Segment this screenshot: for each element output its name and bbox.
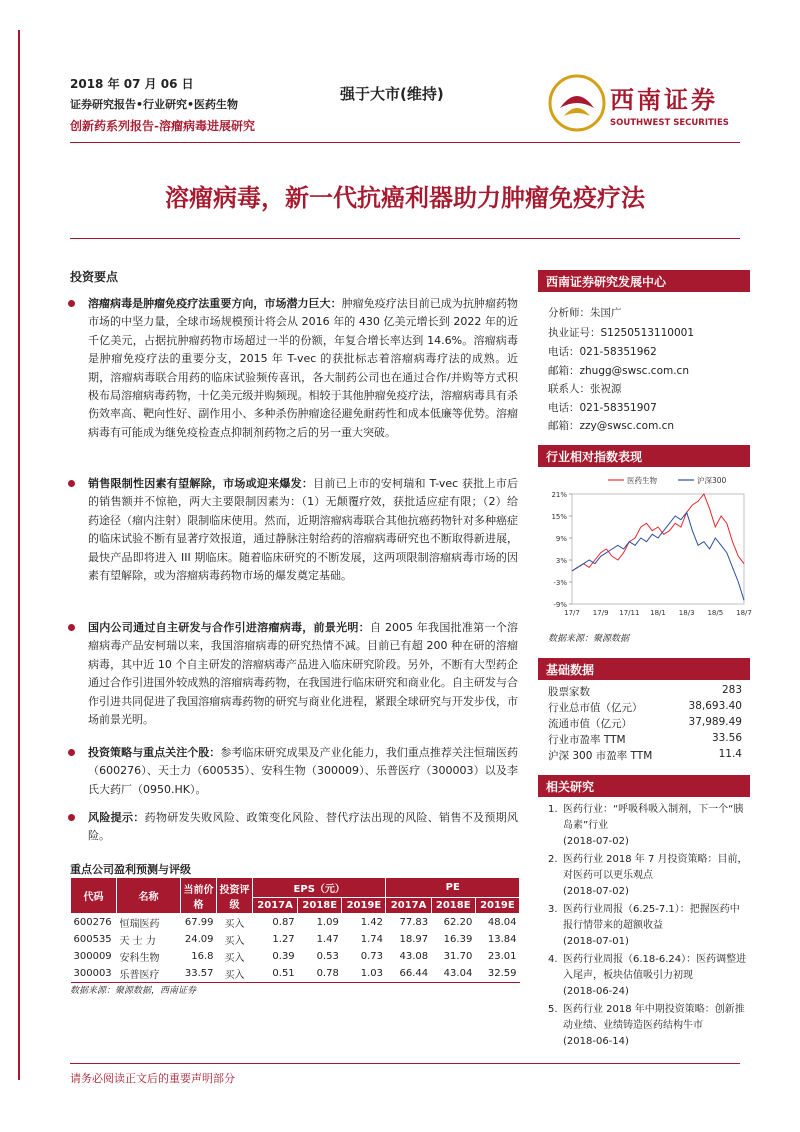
summary-bullet <box>68 809 518 846</box>
header-divider <box>70 142 740 143</box>
related-date: (2018-07-01) <box>563 936 629 947</box>
x-tick-label: 18/5 <box>707 609 724 617</box>
basic-data-header: 基础数据 <box>538 658 750 680</box>
summary-bullet <box>68 744 518 799</box>
related-title: 医药行业 2018 年中期投资策略：创新推动业绩、业绩铸造医药结构牛市 <box>563 1004 745 1031</box>
cell-rating: 买入 <box>224 936 245 947</box>
col-year: 2019E <box>475 898 519 914</box>
cell-value: 0.39 <box>272 951 295 962</box>
industry-rating: 强于大市(维持) <box>340 85 444 103</box>
chart-header: 行业相对指数表现 <box>538 445 750 467</box>
cell-name: 恒瑞医药 <box>119 919 160 930</box>
relative-index-chart <box>538 470 750 630</box>
basic-key: 股票家数 <box>548 686 590 698</box>
cell-value: 1.09 <box>316 917 339 928</box>
logo-english: SOUTHWEST SECURITIES <box>610 118 729 128</box>
forecast-table <box>70 877 520 983</box>
contact-name: 联系人：张祝源 <box>548 383 622 395</box>
related-index: 5. <box>548 1004 558 1015</box>
cell-value: 62.20 <box>443 917 473 928</box>
cell-name: 天 士 力 <box>119 936 156 947</box>
cell-name: 安科生物 <box>119 953 160 964</box>
bullet-dot-icon <box>68 624 75 631</box>
table-row <box>71 948 520 965</box>
cell-value: 0.51 <box>253 965 298 983</box>
analyst-license: 执业证号：S1250513110001 <box>548 327 695 339</box>
col-name: 名称 <box>117 878 181 914</box>
related-date: (2018-07-02) <box>563 886 629 897</box>
col-year: 2017A <box>386 898 431 914</box>
bullet-lead: 销售限制性因素有望解除，市场或迎来爆发： <box>88 477 314 490</box>
cell-value: 13.84 <box>487 934 517 945</box>
bullet-lead: 溶瘤病毒是肿瘤免疫疗法重要方向，市场潜力巨大： <box>88 297 342 310</box>
y-tick-label: -3% <box>553 579 567 587</box>
cell-price: 16.8 <box>191 951 214 962</box>
related-index: 1. <box>548 804 558 815</box>
related-item[interactable] <box>548 952 748 1000</box>
cell-value: 77.83 <box>399 917 429 928</box>
basic-key: 流通市值（亿元） <box>548 718 632 730</box>
cell-value: 16.39 <box>443 934 473 945</box>
cell-rating: 买入 <box>224 919 245 930</box>
cell-value: 32.59 <box>475 965 519 983</box>
col-year: 2019E <box>342 898 386 914</box>
analyst-email: 邮箱：zhugg@swsc.com.cn <box>548 365 689 377</box>
basic-data-row <box>548 684 742 699</box>
col-year: 2017A <box>253 898 298 914</box>
cell-value: 43.08 <box>399 951 429 962</box>
research-center-header: 西南证券研究发展中心 <box>538 270 750 292</box>
cell-value: 31.70 <box>443 951 473 962</box>
related-date: (2018-06-14) <box>563 1036 629 1047</box>
cell-value: 1.42 <box>360 917 383 928</box>
chart-plot-frame <box>572 494 744 604</box>
cell-code: 300003 <box>71 965 117 983</box>
y-tick-label: -9% <box>553 601 567 609</box>
basic-value: 38,693.40 <box>688 700 742 712</box>
basic-data-row <box>548 700 742 715</box>
cell-value: 48.04 <box>487 917 517 928</box>
related-index: 4. <box>548 954 558 965</box>
col-year: 2018E <box>298 898 342 914</box>
summary-heading: 投资要点 <box>70 270 119 284</box>
col-rating: 投资评级 <box>217 878 253 914</box>
col-code: 代码 <box>71 878 117 914</box>
footer-divider <box>70 1063 740 1064</box>
forecast-heading: 重点公司盈利预测与评级 <box>70 863 191 876</box>
related-index: 3. <box>548 904 558 915</box>
x-tick-label: 17/7 <box>564 609 580 617</box>
table-row <box>71 914 520 932</box>
cell-code: 300009 <box>73 951 112 962</box>
related-item[interactable] <box>548 902 748 950</box>
cell-rating: 买入 <box>217 965 253 983</box>
report-date: 2018 年 07 月 06 日 <box>70 77 194 91</box>
related-item[interactable] <box>548 1002 748 1050</box>
table-row <box>71 931 520 948</box>
related-date: (2018-07-02) <box>563 836 629 847</box>
col-price: 当前价格 <box>181 878 217 914</box>
cell-code: 600276 <box>73 917 112 928</box>
report-type: 证券研究报告•行业研究•医药生物 <box>70 98 239 111</box>
contact-phone: 电话：021-58351907 <box>548 402 657 414</box>
x-tick-label: 18/3 <box>678 609 695 617</box>
related-title: 医药行业：“呼吸科吸入制剂，下一个“胰岛素”行业 <box>563 804 744 831</box>
cell-value: 0.53 <box>316 951 339 962</box>
cell-value: 1.74 <box>360 934 383 945</box>
y-tick-label: 15% <box>551 513 567 521</box>
y-tick-label: 21% <box>551 491 567 499</box>
bullet-lead: 投资策略与重点关注个股： <box>88 746 221 759</box>
col-pe: PE <box>386 878 520 898</box>
footer-disclaimer: 请务必阅读正文后的重要声明部分 <box>70 1072 235 1085</box>
bullet-text: 肿瘤免疫疗法目前已成为抗肿瘤药物市场的中坚力量，全球市场规模预计将会从 2016 年的 430 亿美元增长到 2022 年的近千亿美元，占据抗肿瘤药物市场超过一半的份额，年复合增长率达到 14.6%。溶瘤病毒是肿瘤免疫疗法的重要分支，2015 年 T-vec 的获批标志着溶瘤病毒疗法的成熟。近期，溶瘤病毒联合用药的临床试验频传喜讯，各大制药公司也在通过合作/并购等方式积极布局溶瘤病毒药物，十亿美元级并购频现。相较于其他肿瘤免疫疗法，溶瘤病毒具有杀伤效率高、靶向性好、副作用小、多种杀伤肿瘤途径避免耐药性和成本低廉等优势。溶瘤病毒有可能成为继免疫检查点抑制剂药物之后的另一重大突破。 <box>88 297 519 439</box>
cell-value: 1.47 <box>316 934 339 945</box>
table-source: 数据来源：聚源数据，西南证券 <box>70 986 197 996</box>
basic-value: 283 <box>721 684 742 696</box>
bullet-dot-icon <box>68 300 75 307</box>
bullet-text: 目前已上市的安柯瑞和 T-vec 获批上市后的销售额并不惊艳，两大主要限制因素为：（1）无颠覆疗效，获批适应症有限；（2）给药途径（瘤内注射）限制临床使用。然而，近期溶瘤病毒联合其他抗癌药物针对多种癌症的临床试验不断有显著疗效报道，通过静脉注射给药的溶瘤病毒研究也不断取得新进展，最快产品即将进入 III 期临床。随着临床研究的不断发展，这两项限制溶瘤病毒市场的因素有望解除，或为溶瘤病毒药物市场的爆发奠定基础。 <box>88 477 519 583</box>
cell-rating: 买入 <box>224 953 245 964</box>
related-title: 医药行业周报（6.25-7.1）：把握医药中报行情带来的超额收益 <box>563 904 740 931</box>
analyst-phone: 电话：021-58351962 <box>548 346 657 358</box>
cell-price: 33.57 <box>181 965 217 983</box>
logo-name: 西南证券 <box>610 85 718 114</box>
basic-value: 11.4 <box>718 748 742 760</box>
basic-value: 33.56 <box>711 732 742 744</box>
cell-value: 0.73 <box>360 951 383 962</box>
chart-source: 数据来源：聚源数据 <box>548 634 630 644</box>
bullet-text: 药物研发失败风险、政策变化风险、替代疗法出现的风险、销售不及预期风险。 <box>88 811 519 843</box>
page-margin-line <box>18 30 20 1080</box>
basic-value: 37,989.49 <box>688 716 742 728</box>
cell-value: 23.01 <box>487 951 517 962</box>
bullet-dot-icon <box>68 480 75 487</box>
bullet-text: 自 2005 年我国批准第一个溶瘤病毒产品安柯瑞以来，我国溶瘤病毒的研究热情不减。目前已有超 200 种在研的溶瘤病毒，其中近 10 个自主研发的溶瘤病毒产品进入临床研究阶段。另外，不断有大型药企通过合作引进国外较成熟的溶瘤病毒药物，在我国进行临床研究和商业化。自主研发与合作引进共同促进了我国溶瘤病毒药物的研究与商业化进程，紧跟全球研究与开发步伐，市场前景光明。 <box>88 621 518 727</box>
report-series: 创新药系列报告-溶瘤病毒进展研究 <box>70 119 255 133</box>
cell-value: 66.44 <box>386 965 431 983</box>
title-divider <box>70 238 740 239</box>
basic-data-row <box>548 716 742 731</box>
cell-value: 18.97 <box>399 934 429 945</box>
bullet-dot-icon <box>68 814 75 821</box>
bullet-dot-icon <box>68 749 75 756</box>
related-title: 医药行业 2018 年 7 月投资策略：目前，对医药可以更乐观点 <box>563 854 748 881</box>
basic-key: 沪深 300 市盈率 TTM <box>548 750 653 762</box>
x-tick-label: 18/7 <box>736 609 752 617</box>
cell-name: 乐普医疗 <box>117 965 181 983</box>
related-item[interactable] <box>548 802 748 850</box>
logo-emblem-icon <box>548 74 606 132</box>
x-tick-label: 18/1 <box>650 609 666 617</box>
y-tick-label: 9% <box>555 535 567 543</box>
cell-value: 0.87 <box>272 917 295 928</box>
col-year: 2018E <box>431 898 475 914</box>
cell-code: 600535 <box>73 934 112 945</box>
x-tick-label: 17/11 <box>619 609 640 617</box>
summary-bullet <box>68 475 518 585</box>
cell-value: 1.03 <box>342 965 386 983</box>
analyst-name: 分析师：朱国广 <box>548 307 622 319</box>
basic-key: 行业市盈率 TTM <box>548 734 626 746</box>
legend-label: 医药生物 <box>627 476 657 485</box>
related-research-header: 相关研究 <box>538 775 750 797</box>
basic-key: 行业总市值（亿元） <box>548 702 643 714</box>
related-date: (2018-06-24) <box>563 986 629 997</box>
cell-value: 0.78 <box>298 965 342 983</box>
basic-data-row <box>548 732 742 747</box>
table-row <box>71 965 520 983</box>
report-title: 溶瘤病毒，新一代抗癌利器助力肿瘤免疫疗法 <box>165 183 645 212</box>
bullet-lead: 国内公司通过自主研发与合作引进溶瘤病毒，前景光明： <box>88 621 370 634</box>
related-title: 医药行业周报（6.18-6.24）：医药调整进入尾声，板块估值吸引力初现 <box>563 954 747 981</box>
legend-label: 沪深300 <box>697 476 727 485</box>
cell-price: 67.99 <box>184 917 214 928</box>
y-tick-label: 3% <box>555 557 567 565</box>
contact-email: 邮箱：zzy@swsc.com.cn <box>548 420 675 432</box>
basic-data-row <box>548 748 742 763</box>
col-eps: EPS（元） <box>253 878 386 898</box>
related-index: 2. <box>548 854 558 865</box>
summary-bullet <box>68 619 518 729</box>
cell-price: 24.09 <box>184 934 214 945</box>
cell-value: 1.27 <box>272 934 295 945</box>
bullet-text: 参考临床研究成果及产业化能力，我们重点推荐关注恒瑞医药（600276）、天士力（600535）、安科生物（300009）、乐普医疗（300003）以及李氏大药厂（0950.HK）。 <box>88 746 519 796</box>
x-tick-label: 17/9 <box>592 609 609 617</box>
bullet-lead: 风险提示： <box>88 811 145 824</box>
summary-bullet <box>68 295 518 442</box>
related-item[interactable] <box>548 852 748 900</box>
cell-value: 43.04 <box>431 965 475 983</box>
